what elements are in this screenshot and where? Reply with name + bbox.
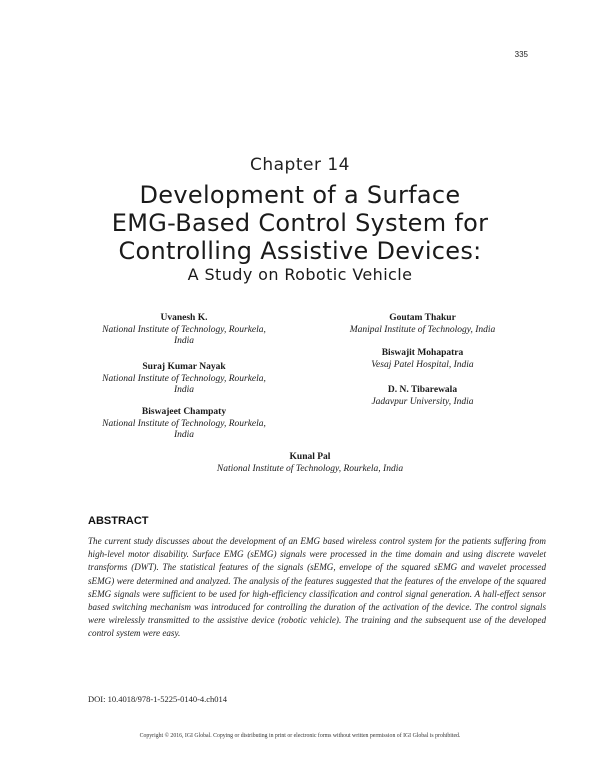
abstract-text: The current study discusses about the development of an EMG based wireless control system for the patients suffering from high-level motor disability. Surface EMG (sEMG) signals were processed in the time domain and using discrete wavelet transforms (DWT). The statistical features of the signals (sEMG, envelope of the squared sEMG and wavelet processed sEMG) were determined and analyzed. The analysis of the features suggested that the features of the envelope of the squared sEMG signals were sufficient to be used for high-efficiency classification and control signal generation. A hall-effect sensor based switching mechanism was introduced for controlling the duration of the activation of the device. The control signals were wirelessly transmitted to the assistive device (robotic vehicle). The training and the subsequent use of the developed control system were easy. [88, 536, 546, 639]
author-affiliation: National Institute of Technology, Rourkela, [102, 324, 266, 335]
author-entry [310, 313, 535, 336]
author-affiliation: National Institute of Technology, Rourkela, India [216, 463, 404, 474]
author-entry [310, 385, 535, 408]
author-name: Goutam Thakur [389, 313, 456, 323]
author-entry [84, 313, 284, 348]
author-entry [150, 452, 470, 475]
author-affiliation: National Institute of Technology, Rourkela, [102, 373, 266, 384]
abstract-section [88, 515, 546, 641]
author-affiliation: India [173, 430, 195, 440]
chapter-subtitle: A Study on Robotic Vehicle [187, 265, 413, 284]
chapter-title [0, 181, 600, 265]
author-name: Suraj Kumar Nayak [142, 362, 226, 372]
chapter-label: Chapter 14 [249, 155, 350, 175]
author-affiliation: Jadavpur University, India [371, 396, 474, 407]
author-entry [84, 362, 284, 397]
author-entry [84, 407, 284, 442]
chapter-header [0, 155, 600, 285]
author-name: D. N. Tibarewala [387, 385, 458, 395]
page-number: 335 [514, 50, 528, 59]
author-name: Uvanesh K. [160, 313, 208, 323]
author-name: Biswajeet Champaty [141, 407, 227, 417]
author-affiliation: National Institute of Technology, Rourkela, [102, 418, 266, 429]
chapter-title-line: Controlling Assistive Devices: [118, 237, 482, 265]
author-entry [310, 348, 535, 371]
author-affiliation: India [173, 385, 195, 395]
author-name: Biswajit Mohapatra [381, 348, 464, 358]
author-affiliation: Manipal Institute of Technology, India [349, 324, 496, 335]
copyright-notice: Copyright © 2016, IGI Global. Copying or distributing in print or electronic forms without written permission of IGI Global is prohibited. [139, 733, 461, 739]
author-affiliation: India [173, 336, 195, 346]
doi: DOI: 10.4018/978-1-5225-0140-4.ch014 [88, 694, 228, 704]
chapter-title-line: EMG-Based Control System for [111, 209, 489, 237]
author-name: Kunal Pal [289, 452, 331, 462]
chapter-title-line: Development of a Surface [139, 181, 461, 209]
abstract-heading: ABSTRACT [88, 515, 149, 527]
author-affiliation: Vesaj Patel Hospital, India [371, 359, 474, 370]
